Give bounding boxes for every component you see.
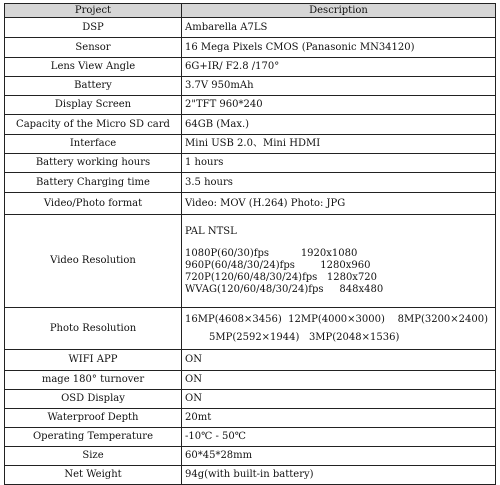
row-value: 60*45*28mm [182,447,496,466]
table-header-row [5,4,496,18]
video-standard: PAL NTSL [185,226,237,237]
row-value: ON [182,371,496,390]
row-key: WIFI APP [5,350,182,371]
row-value: Ambarella A7LS [182,18,496,38]
row-key: Lens View Angle [5,58,182,77]
row-value: 20mt [182,409,496,428]
row-value: 94g(with built-in battery) [182,466,496,485]
row-value: 6G+IR/ F2.8 /170° [182,58,496,77]
table-row [5,428,496,447]
table-row [5,115,496,135]
table-row [5,466,496,485]
video-mode-line: 960P(60/48/30/24)fps 1280x960 [185,260,371,271]
row-key: Battery Charging time [5,173,182,193]
table-row [5,371,496,390]
header-project: Project [5,4,182,18]
row-key: Display Screen [5,96,182,115]
table-row [5,18,496,38]
row-value: Video: MOV (H.264) Photo: JPG [182,193,496,215]
table-row [5,58,496,77]
spec-table [4,3,496,485]
row-value: 16 Mega Pixels CMOS (Panasonic MN34120) [182,38,496,58]
table-row [5,447,496,466]
photo-mode-line: 5MP(2592×1944) 3MP(2048×1536) [209,331,400,343]
video-resolution-value [182,215,496,308]
row-value: ON [182,350,496,371]
spacer [185,238,492,248]
row-key: Video/Photo format [5,193,182,215]
row-key: Battery [5,77,182,96]
table-row-photo-resolution [5,308,496,350]
row-value: 64GB (Max.) [182,115,496,135]
table-row [5,96,496,115]
table-row-video-resolution [5,215,496,308]
table-row [5,409,496,428]
row-value: 3.7V 950mAh [182,77,496,96]
row-key: Battery working hours [5,154,182,173]
row-key: OSD Display [5,390,182,409]
table-row [5,390,496,409]
row-value: Mini USB 2.0、Mini HDMI [182,135,496,154]
row-value: 1 hours [182,154,496,173]
video-mode-line: 1080P(60/30)fps 1920x1080 [185,248,358,259]
row-key: Video Resolution [5,215,182,308]
row-value: 2"TFT 960*240 [182,96,496,115]
table-row [5,173,496,193]
row-key: Size [5,447,182,466]
row-key: Capacity of the Micro SD card [5,115,182,135]
row-value: -10℃ - 50℃ [182,428,496,447]
table-row [5,38,496,58]
row-key: Waterproof Depth [5,409,182,428]
row-value: ON [182,390,496,409]
table-row [5,350,496,371]
table-row [5,135,496,154]
photo-resolution-value [182,308,496,350]
row-key: mage 180° turnover [5,371,182,390]
table-row [5,77,496,96]
header-description: Description [182,4,496,18]
table-row [5,154,496,173]
table-row [5,193,496,215]
row-key: Operating Temperature [5,428,182,447]
row-key: Net Weight [5,466,182,485]
video-mode-line: WVAG(120/60/48/30/24)fps 848x480 [185,284,384,295]
row-value: 3.5 hours [182,173,496,193]
row-key: DSP [5,18,182,38]
photo-mode-line: 16MP(4608×3456) 12MP(4000×3000) 8MP(3200×2400) [185,313,489,325]
row-key: Photo Resolution [5,308,182,350]
row-key: Sensor [5,38,182,58]
video-mode-line: 720P(120/60/48/30/24)fps 1280x720 [185,272,378,283]
row-key: Interface [5,135,182,154]
